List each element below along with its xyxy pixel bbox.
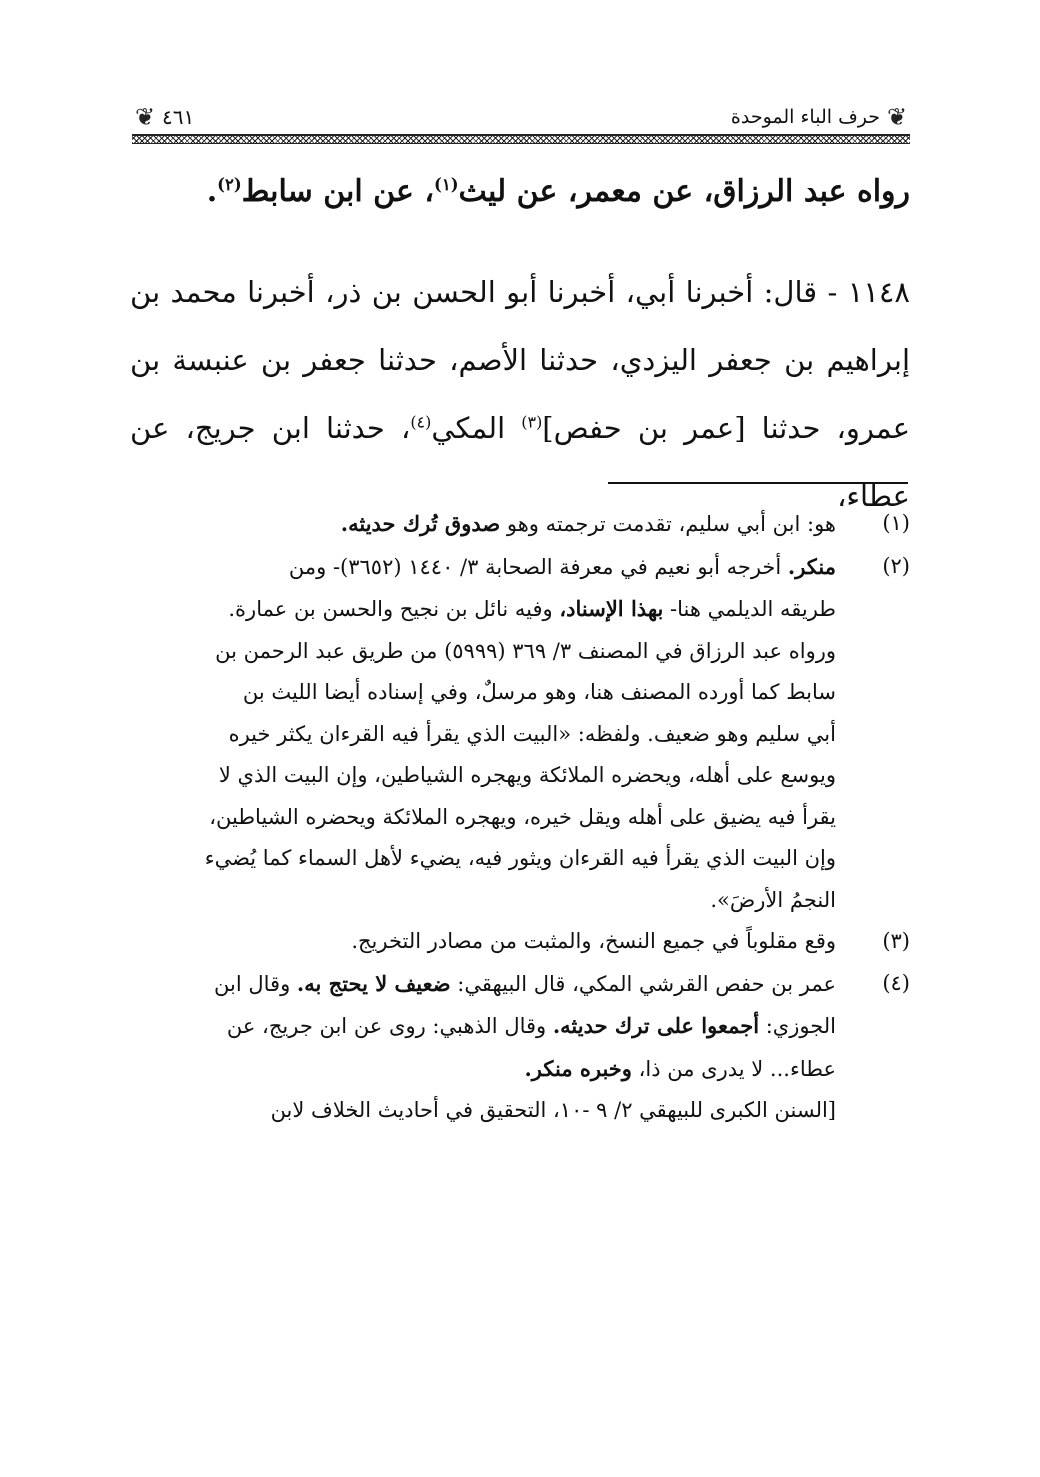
fn-text: طريقه الديلمي هنا- (663, 597, 836, 621)
p2-line-1: ١١٤٨ - قال: أخبرنا أبي، أخبرنا أبو الحسن بن ذر، أخبرنا محمد بن (130, 275, 910, 309)
footnote-4 (130, 963, 910, 1132)
paragraph-1 (130, 165, 910, 219)
footnote-separator (608, 482, 908, 484)
footnote-2 (130, 546, 910, 922)
header-rule (132, 134, 910, 144)
footnote-number: (٣) (882, 929, 910, 953)
fn-bold-text: أجمعوا على ترك حديثه. (552, 1013, 760, 1038)
p1-text: ، عن ابن سابط (241, 174, 435, 209)
fn-bold-text: منكر. (787, 553, 836, 579)
fn-bold-text: وخبره منكر. (524, 1055, 632, 1081)
p2-text: ، حدثنا ابن جريج، عن عطاء، (130, 411, 910, 513)
fn-text: عطاء... لا يدرى من ذا، (631, 1056, 836, 1081)
fn-line: يقرأ فيه يضيق على أهله ويقل خيره، ويهجره الملائكة ويحضره الشياطين، (209, 804, 836, 829)
paragraph-hadith-1148 (130, 258, 910, 530)
ornament-right-icon: ❦ (886, 103, 908, 131)
fn-text: هو: ابن أبي سليم، تقدمت ترجمته وهو (500, 512, 836, 536)
fn-bold-text: بهذا الإسناد، (559, 596, 664, 621)
fn-bold-text: ضعيف لا يحتج به. (296, 970, 451, 996)
fn-line: وإن البيت الذي يقرأ فيه القرءان ويثور فيه، يضيء لأهل السماء كما يُضيء (204, 846, 836, 870)
fn-line: أبي سليم وهو ضعيف. ولفظه: «البيت الذي يقرأ فيه القرءان يكثر خيره (228, 721, 836, 746)
footnote-ref-4[interactable]: (٤) (410, 412, 432, 432)
footnote-number: (٢) (882, 553, 910, 578)
fn-text: أخرجه أبو نعيم في معرفة الصحابة ٣/ ١٤٤٠ (٣٦٥٢)- ومن (288, 554, 788, 579)
footnotes (130, 503, 910, 1132)
p2-text: المكي (431, 411, 522, 445)
fn-line: ورواه عبد الرزاق في المصنف ٣/ ٣٦٩ (٥٩٩٩) من طريق عبد الرحمن بن (215, 638, 836, 663)
page-number: ٤٦١ (162, 105, 195, 129)
fn-line: سابط كما أورده المصنف هنا، وهو مرسلٌ، وفي إسناده أيضا الليث بن (242, 680, 836, 704)
fn-text: وقال ابن (214, 971, 297, 996)
page-header (132, 104, 910, 148)
fn-text: الجوزي: (759, 1014, 836, 1038)
ornament-left-icon: ❦ (134, 103, 156, 131)
fn-text: عمر بن حفص القرشي المكي، قال البيهقي: (450, 971, 836, 996)
fn-line: ويوسع على أهله، ويحضره الملائكة ويهجره الشياطين، وإن البيت الذي لا (218, 763, 836, 787)
running-title: حرف الباء الموحدة (730, 106, 880, 128)
p2-text: عمرو، حدثنا [عمر بن حفص] (542, 411, 910, 445)
fn-text: وقال الذهبي: روى عن ابن جريج، عن (226, 1014, 553, 1038)
footnote-number: (٤) (882, 970, 910, 995)
footnote-number: (١) (882, 511, 910, 535)
fn-text: وفيه نائل بن نجيح والحسن بن عمارة. (228, 597, 560, 621)
fn-line: النجمُ الأرضَ». (710, 887, 836, 912)
fn-bold-text: صدوق تُرك حديثه. (340, 511, 501, 536)
p1-text: رواه عبد الرزاق، عن معمر، عن ليث (458, 174, 910, 209)
footnote-ref-3[interactable]: (٣) (521, 412, 543, 432)
footnote-ref-1[interactable]: (١) (434, 175, 459, 194)
p2-line-2: إبراهيم بن جعفر اليزدي، حدثنا الأصم، حدثنا جعفر بن عنبسة بن (130, 343, 910, 377)
fn-line: [السنن الكبرى للبيهقي ٢/ ٩ -١٠، التحقيق في أحاديث الخلاف لابن (270, 1098, 836, 1122)
footnote-3 (130, 921, 910, 963)
fn-line: وقع مقلوباً في جميع النسخ، والمثبت من مصادر التخريج. (351, 929, 836, 953)
footnote-ref-2[interactable]: (٢) (217, 175, 242, 194)
footnote-1 (130, 503, 910, 546)
p1-text: . (206, 174, 218, 209)
